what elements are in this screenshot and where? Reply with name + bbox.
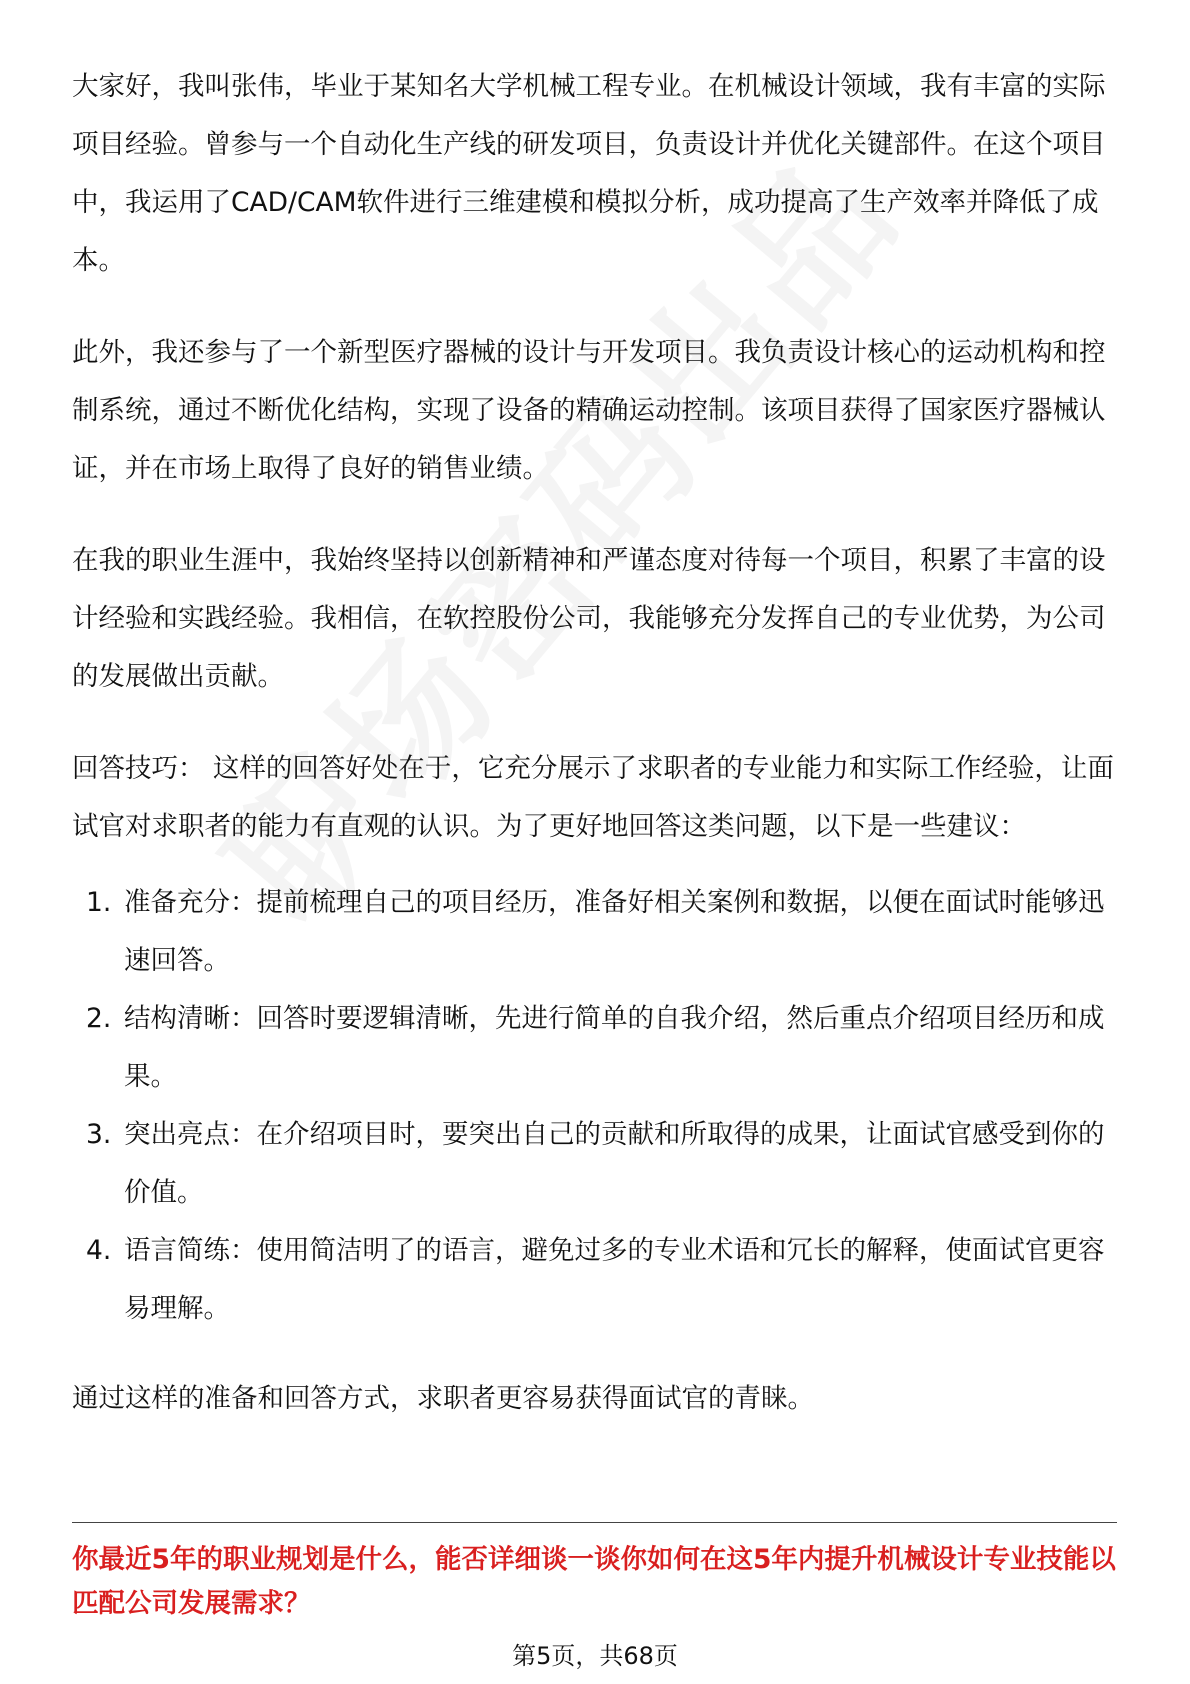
paragraph-medical-project: 此外，我还参与了一个新型医疗器械的设计与开发项目。我负责设计核心的运动机构和控制系统，通过不断优化结构，实现了设备的精确运动控制。该项目获得了国家医疗器械认证，并在市场上取得了良好的销售业绩。 <box>72 337 1106 484</box>
list-text: 语言简练：使用简洁明了的语言，避免过多的专业术语和冗长的解释，使面试官更容易理解。 <box>124 1235 1105 1324</box>
answer-content <box>72 58 1117 1462</box>
paragraph-career: 在我的职业生涯中，我始终坚持以创新精神和严谨态度对待每一个项目，积累了丰富的设计经验和实践经验。我相信，在软控股份公司，我能够充分发挥自己的专业优势，为公司的发展做出贡献。 <box>72 545 1106 692</box>
list-number: 1. <box>86 887 112 918</box>
list-text: 结构清晰：回答时要逻辑清晰，先进行简单的自我介绍，然后重点介绍项目经历和成果。 <box>124 1003 1105 1092</box>
page-number: 第5页，共68页 <box>512 1642 678 1670</box>
list-text: 突出亮点：在介绍项目时，要突出自己的贡献和所取得的成果，让面试官感受到你的价值。 <box>124 1119 1105 1208</box>
paragraph-intro: 大家好，我叫张伟，毕业于某知名大学机械工程专业。在机械设计领域，我有丰富的实际项目经验。曾参与一个自动化生产线的研发项目，负责设计并优化关键部件。在这个项目中，我运用了CAD/CAM软件进行三维建模和模拟分析，成功提高了生产效率并降低了成本。 <box>72 71 1106 276</box>
list-number: 4. <box>86 1235 112 1266</box>
advice-list <box>72 874 1117 1338</box>
list-number: 3. <box>86 1119 112 1150</box>
list-text: 准备充分：提前梳理自己的项目经历，准备好相关案例和数据，以便在面试时能够迅速回答。 <box>124 887 1105 976</box>
divider <box>72 1522 1117 1523</box>
list-number: 2. <box>86 1003 112 1034</box>
paragraph-conclusion: 通过这样的准备和回答方式，求职者更容易获得面试官的青睐。 <box>72 1383 814 1414</box>
list-item <box>72 1106 1117 1222</box>
list-item <box>72 990 1117 1106</box>
list-item <box>72 1222 1117 1338</box>
list-item <box>72 874 1117 990</box>
paragraph-tips: 回答技巧： 这样的回答好处在于，它充分展示了求职者的专业能力和实际工作经验，让面试官对求职者的能力有直观的认识。为了更好地回答这类问题，以下是一些建议： <box>72 753 1114 842</box>
next-question-heading: 你最近5年的职业规划是什么，能否详细谈一谈你如何在这5年内提升机械设计专业技能以匹配公司发展需求？ <box>72 1544 1116 1619</box>
